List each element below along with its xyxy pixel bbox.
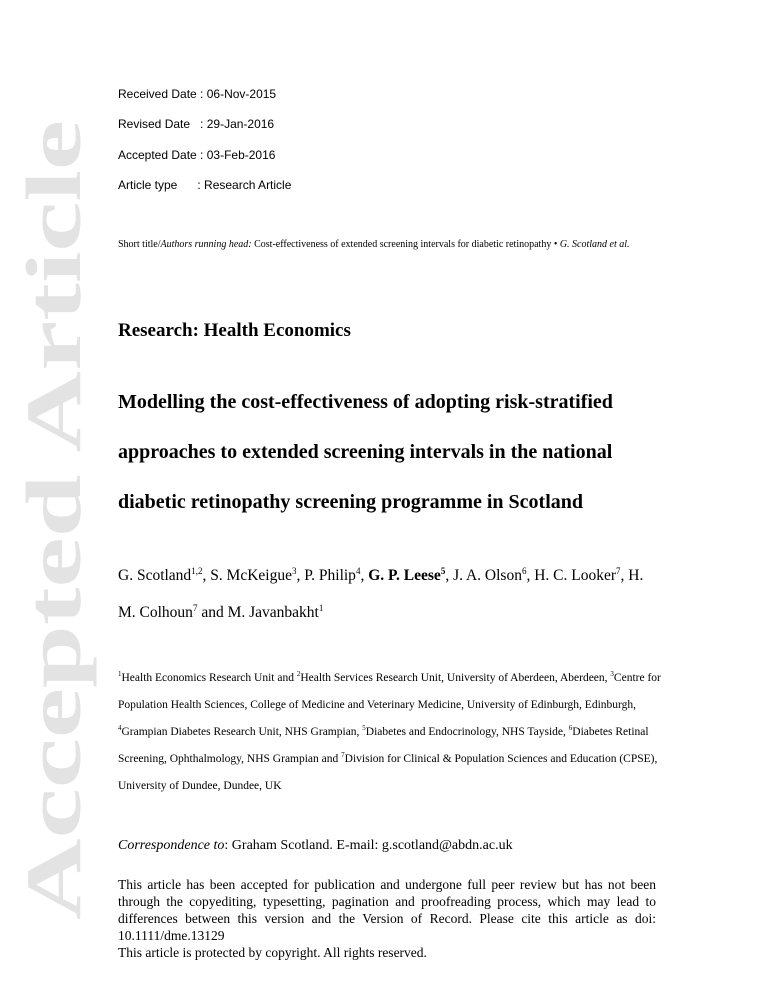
notice-paragraph: This article has been accepted for publication and undergone full peer review but has not been through the copyediting, typesetting, pagination and proofreading process, which may lead to differences between this version and the Version of Record. Please cite this article as doi: 10.1111/dme.13129 [118,877,656,943]
title-line: Modelling the cost-effectiveness of adopting risk-stratified [118,391,613,413]
affiliations: $^1$Health Economics Research Unit and $^2$Health Services Research Unit, University of Aberdeen, Aberdeen, $^3$Centre for Population Health Sciences, College of Medicine and Veterinary Medicine, University of Edinburgh, Edinburgh, $^4$Grampian Diabetes Research Unit, NHS Grampian, $^5$Diabetes and Endocrinology, NHS Tayside, $^6$Diabetes Retinal Screening, Ophthalmology, NHS Grampian and $^7$Division for Clinical & Population Sciences and Education (CPSE), University of Dundee, Dundee, UK [118,670,661,792]
accepted-article-watermark [10,115,97,925]
author-list: G. Scotland$^{1,2}$, S. McKeigue$^3$, P. Philip$^4$, G. P. Leese$^5$, J. A. Olson$^6$, H. C. Looker$^7$, H. M. Colhoun$^7$ and M. Javanbakht$^1$ [118,565,644,621]
corresponding-author: G. P. Leese [368,567,441,584]
accepted-date: Accepted Date : 03-Feb-2016 [118,148,276,162]
section-heading: Research: Health Economics [118,320,351,341]
acceptance-notice [118,876,656,961]
title-line: approaches to extended screening intervals in the national [118,441,613,463]
correspondence: Correspondence to: Graham Scotland. E-mail: g.scotland@abdn.ac.uk [118,838,513,853]
article-type: Article type : Research Article [118,178,292,192]
revised-date: Revised Date : 29-Jan-2016 [118,117,275,131]
short-title: Short title/Authors running head: Cost-effectiveness of extended screening intervals for diabetic retinopathy • G. Scotland et al. [118,239,630,250]
copyright-line: This article is protected by copyright. All rights reserved. [118,945,427,960]
article-title [118,377,718,527]
received-date: Received Date : 06-Nov-2015 [118,87,277,101]
watermark-text: Accepted Article [10,367,97,920]
title-line: diabetic retinopathy screening programme in Scotland [118,491,583,513]
